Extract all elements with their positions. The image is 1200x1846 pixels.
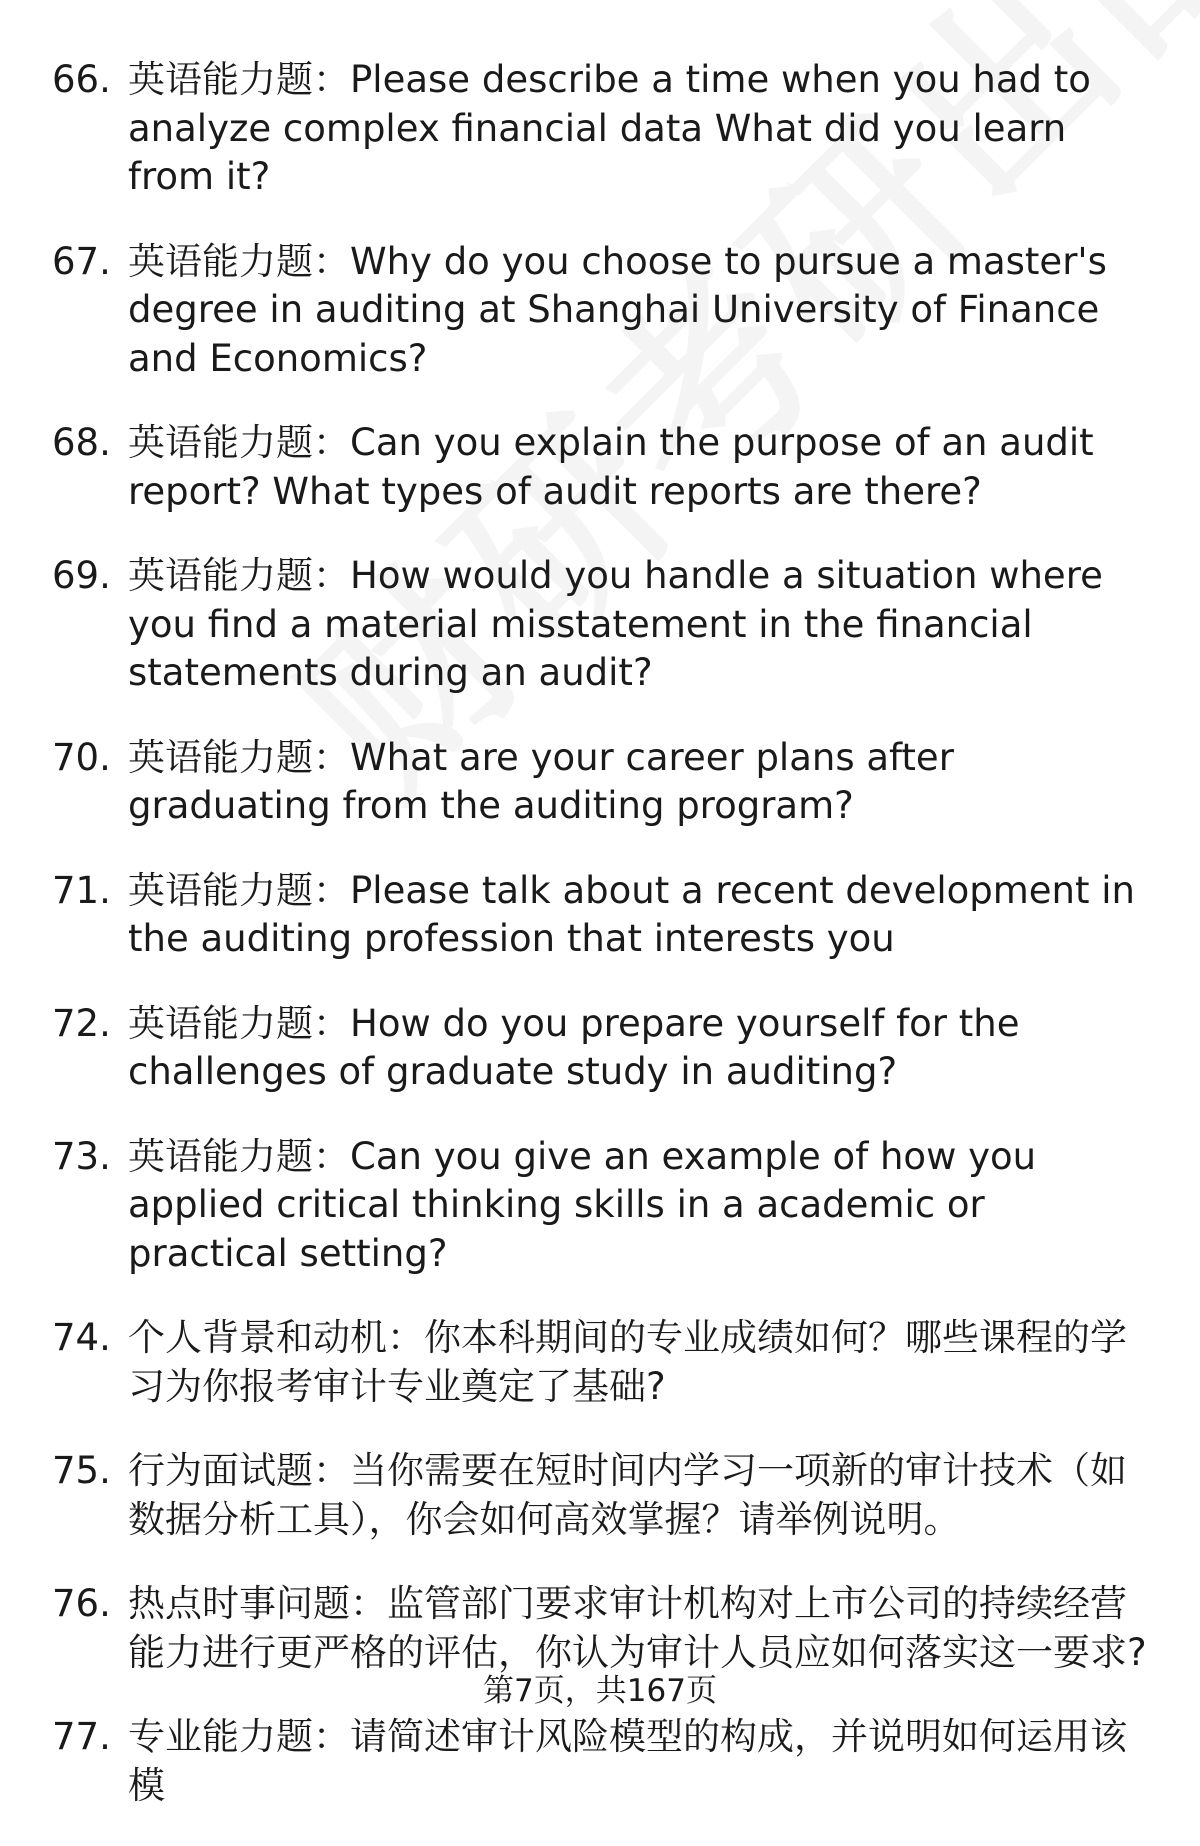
question-item xyxy=(0,1447,1200,1544)
question-number: 68. xyxy=(52,421,111,464)
question-item xyxy=(0,867,1200,964)
question-text: 英语能力题：Why do you choose to pursue a master's degree in auditing at Shanghai University of Finance and Economics? xyxy=(128,239,1107,380)
question-text: 热点时事问题：监管部门要求审计机构对上市公司的持续经营能力进行更严格的评估，你认为审计人员应如何落实这一要求? xyxy=(128,1582,1147,1674)
question-text: 个人背景和动机：你本科期间的专业成绩如何？哪些课程的学习为你报考审计专业奠定了基础? xyxy=(128,1316,1127,1408)
question-text: 英语能力题：Can you give an example of how you applied critical thinking skills in a academic or practical setting? xyxy=(128,1134,1037,1275)
question-number: 76. xyxy=(52,1582,111,1625)
question-text: 英语能力题：How do you prepare yourself for the challenges of graduate study in auditing? xyxy=(128,1001,1020,1093)
question-number: 74. xyxy=(52,1316,111,1359)
question-item xyxy=(0,734,1200,831)
question-number: 69. xyxy=(52,554,111,597)
question-number: 73. xyxy=(52,1134,111,1178)
question-item xyxy=(0,552,1200,698)
question-number: 77. xyxy=(52,1715,111,1758)
question-item xyxy=(0,1133,1200,1279)
question-number: 67. xyxy=(52,239,111,283)
question-item xyxy=(0,419,1200,516)
question-number: 70. xyxy=(52,735,111,779)
question-number: 75. xyxy=(52,1449,111,1492)
question-item xyxy=(0,238,1200,384)
question-text: 英语能力题：Please talk about a recent development in the auditing profession that interests you xyxy=(128,868,1135,960)
question-item xyxy=(0,1314,1200,1411)
question-item xyxy=(0,56,1200,202)
page-footer: 第7页，共167页 xyxy=(483,1673,717,1709)
question-number: 72. xyxy=(52,1001,111,1045)
question-text: 英语能力题：Can you explain the purpose of an audit report? What types of audit reports are there? xyxy=(128,421,1094,513)
question-text: 英语能力题：How would you handle a situation where you find a material misstatement in the financial statements during an audit? xyxy=(128,554,1103,694)
question-number: 71. xyxy=(52,868,111,912)
question-list xyxy=(0,56,1200,1846)
question-text: 行为面试题：当你需要在短时间内学习一项新的审计技术（如数据分析工具），你会如何高效掌握？请举例说明。 xyxy=(128,1449,1127,1541)
question-text: 专业能力题：请简述审计风险模型的构成，并说明如何运用该模 xyxy=(128,1715,1127,1807)
question-item xyxy=(0,1000,1200,1097)
question-text: 英语能力题：What are your career plans after graduating from the auditing program? xyxy=(128,735,954,827)
question-text: 英语能力题：Please describe a time when you had to analyze complex financial data What did you learn from it? xyxy=(128,58,1091,198)
question-number: 66. xyxy=(52,58,111,101)
question-item xyxy=(0,1713,1200,1810)
question-item xyxy=(0,1580,1200,1677)
